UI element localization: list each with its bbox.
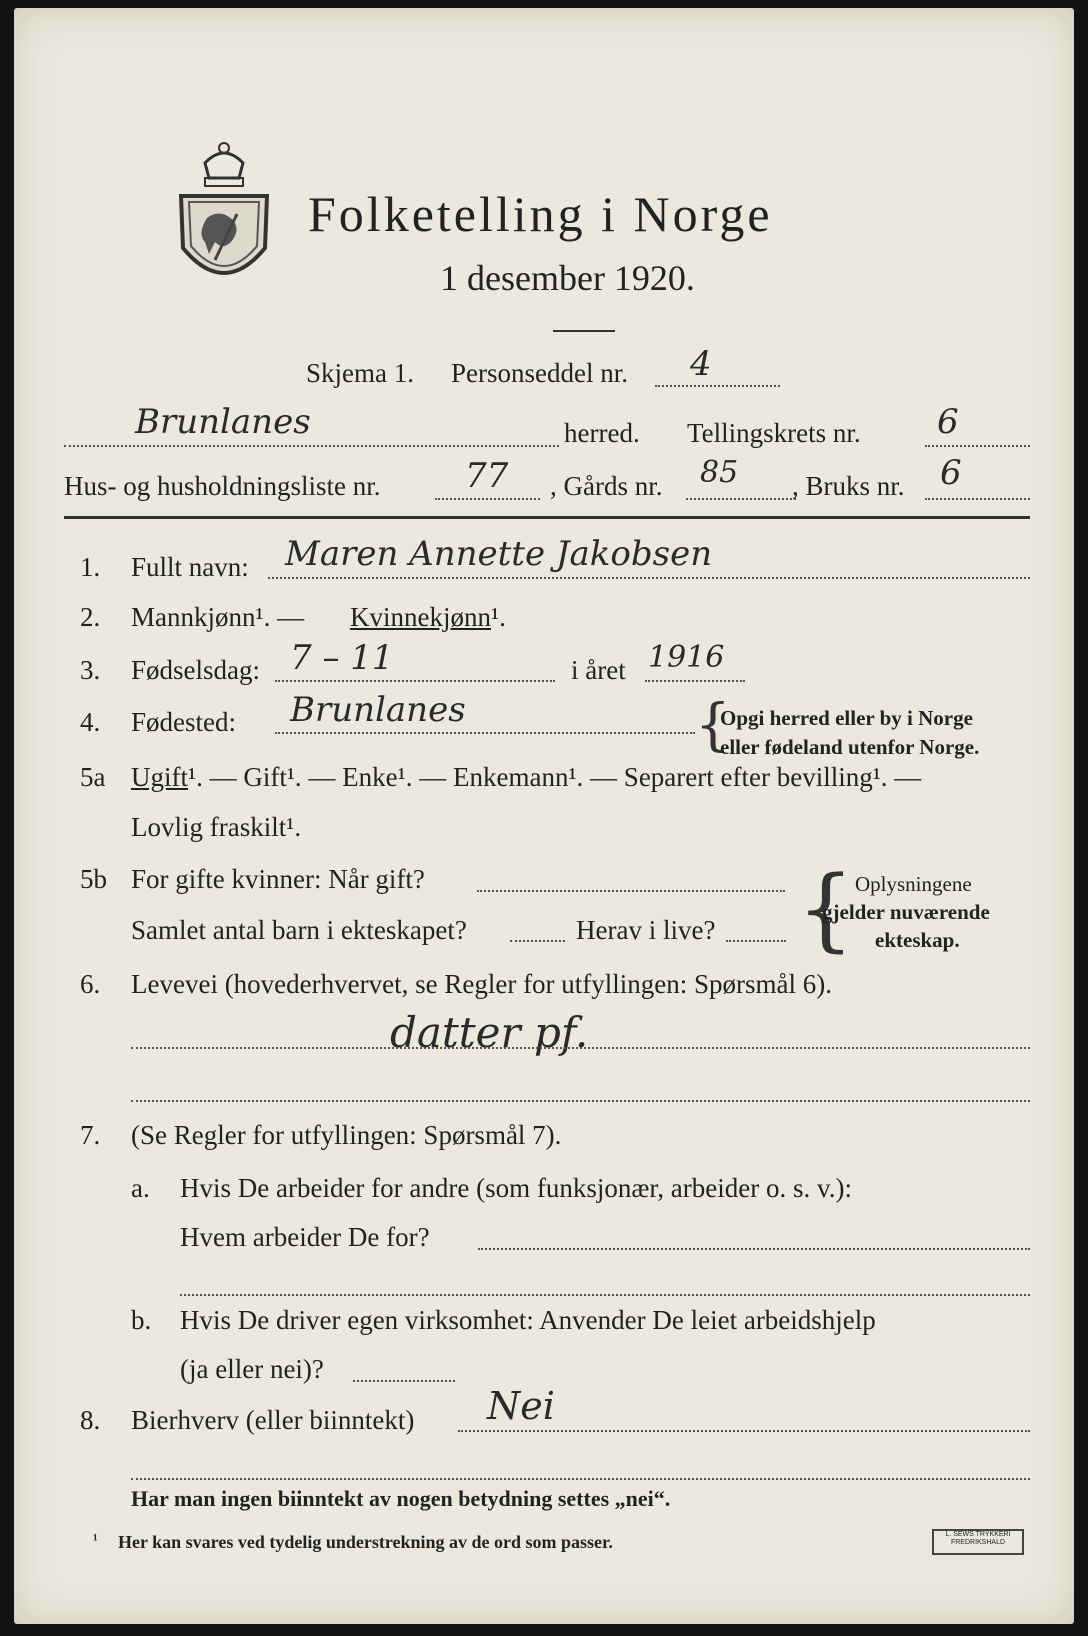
q7a-line2: Hvem arbeider De for? <box>180 1222 430 1252</box>
q5b-herav: Herav i live? <box>576 915 716 945</box>
q5a-rest: ¹. — Gift¹. — Enke¹. — Enkemann¹. — Separert efter bevilling¹. — <box>188 762 922 792</box>
personseddel-label: Personseddel nr. <box>451 358 628 388</box>
q7-number: 7. <box>80 1120 101 1150</box>
q4-value: Brunlanes <box>290 690 466 730</box>
skjema-label: Skjema 1. <box>306 358 414 388</box>
footnote-mark: ¹ <box>93 1532 98 1549</box>
q1-line <box>268 577 1030 579</box>
footnote-text: Her kan svares ved tydelig understrekning av de ord som passer. <box>118 1532 613 1552</box>
q3-line <box>275 680 555 682</box>
q7b-letter: b. <box>131 1305 152 1335</box>
printer-stamp: L. SEWS TRYKKERI FREDRIKSHALD <box>932 1529 1024 1555</box>
bruks-label: , Bruks nr. <box>792 471 905 501</box>
q6-number: 6. <box>80 969 101 999</box>
q7b-line2: (ja eller nei)? <box>180 1354 324 1384</box>
gards-line <box>686 498 796 500</box>
q3-year-value: 1916 <box>648 640 725 675</box>
q2-female-footnote: ¹. <box>491 602 506 632</box>
q6-value: datter pf. <box>390 1008 589 1057</box>
q3-label: Fødselsdag: <box>131 655 261 685</box>
title-divider <box>553 330 615 332</box>
tellingskrets-label: Tellingskrets nr. <box>687 418 861 448</box>
q7a-line-2 <box>180 1294 1030 1296</box>
q7a-letter: a. <box>131 1173 150 1203</box>
norway-coat-of-arms-icon <box>175 138 273 293</box>
q7a-line-1 <box>478 1248 1030 1250</box>
herred-value: Brunlanes <box>135 402 311 442</box>
q5a-line2: Lovlig fraskilt¹. <box>131 812 302 842</box>
q5b-note-2: gjelder nuværende <box>822 900 990 924</box>
tellingskrets-value: 6 <box>937 402 959 442</box>
q4-note-1: Opgi herred eller by i Norge <box>720 706 973 730</box>
biinntekt-note: Har man ingen biinntekt av nogen betydning settes „nei“. <box>131 1486 671 1511</box>
q5b-when-line <box>477 890 785 892</box>
q5a-number: 5a <box>80 762 106 792</box>
q8-line-1 <box>458 1430 1030 1432</box>
q7b-line1: Hvis De driver egen virksomhet: Anvender De leiet arbeidshjelp <box>180 1305 876 1335</box>
q5a-options <box>131 762 921 792</box>
personseddel-line <box>655 385 780 387</box>
q5b-children-line <box>510 940 565 942</box>
header-divider <box>64 516 1030 519</box>
q5a-ugift: Ugift <box>131 762 188 792</box>
hus-label: Hus- og husholdningsliste nr. <box>64 471 381 501</box>
bruks-value: 6 <box>940 453 962 493</box>
q2-female <box>350 602 506 632</box>
q4-number: 4. <box>80 707 101 737</box>
q4-brace: { <box>695 693 731 758</box>
q6-line-1 <box>131 1047 1030 1049</box>
herred-line <box>64 445 559 447</box>
q8-line-2 <box>131 1478 1030 1480</box>
q6-line-2 <box>131 1100 1030 1102</box>
herred-label: herred. <box>564 418 640 448</box>
q2-male: Mannkjønn¹. — <box>131 602 305 632</box>
form-date: 1 desember 1920. <box>440 258 695 298</box>
q3-value: 7 – 11 <box>290 638 394 678</box>
personseddel-value: 4 <box>690 344 712 384</box>
gards-label: , Gårds nr. <box>550 471 663 501</box>
q3-year-label: i året <box>571 655 626 685</box>
q4-line <box>275 732 695 734</box>
q1-number: 1. <box>80 552 101 582</box>
hus-line <box>435 498 540 500</box>
q3-number: 3. <box>80 655 101 685</box>
tellingskrets-line <box>925 445 1030 447</box>
q7-label: (Se Regler for utfyllingen: Spørsmål 7). <box>131 1120 562 1150</box>
q4-label: Fødested: <box>131 707 236 737</box>
q2-female-underlined: Kvinnekjønn <box>350 602 491 632</box>
q5b-line2: Samlet antal barn i ekteskapet? <box>131 915 467 945</box>
q5b-note-1: Oplysningene <box>855 872 972 896</box>
gards-value: 85 <box>700 455 739 490</box>
q7b-answer-line <box>353 1380 455 1382</box>
q5b-alive-line <box>726 940 786 942</box>
q8-number: 8. <box>80 1405 101 1435</box>
q6-label: Levevei (hovederhvervet, se Regler for utfyllingen: Spørsmål 6). <box>131 969 833 999</box>
q3-year-line <box>645 680 745 682</box>
form-title: Folketelling i Norge <box>308 186 773 242</box>
q7a-line1: Hvis De arbeider for andre (som funksjonær, arbeider o. s. v.): <box>180 1173 852 1203</box>
q4-note-2: eller fødeland utenfor Norge. <box>720 735 980 759</box>
hus-value: 77 <box>465 456 509 496</box>
bruks-line <box>925 498 1030 500</box>
q5b-brace: { <box>797 857 855 962</box>
q5b-label: For gifte kvinner: Når gift? <box>131 864 425 894</box>
q2-number: 2. <box>80 602 101 632</box>
q1-value: Maren Annette Jakobsen <box>285 534 713 574</box>
q8-value: Nei <box>487 1384 555 1428</box>
q1-label: Fullt navn: <box>131 552 249 582</box>
q8-label: Bierhverv (eller biinntekt) <box>131 1405 415 1435</box>
q5b-number: 5b <box>80 864 107 894</box>
q5b-note-3: ekteskap. <box>875 928 960 952</box>
